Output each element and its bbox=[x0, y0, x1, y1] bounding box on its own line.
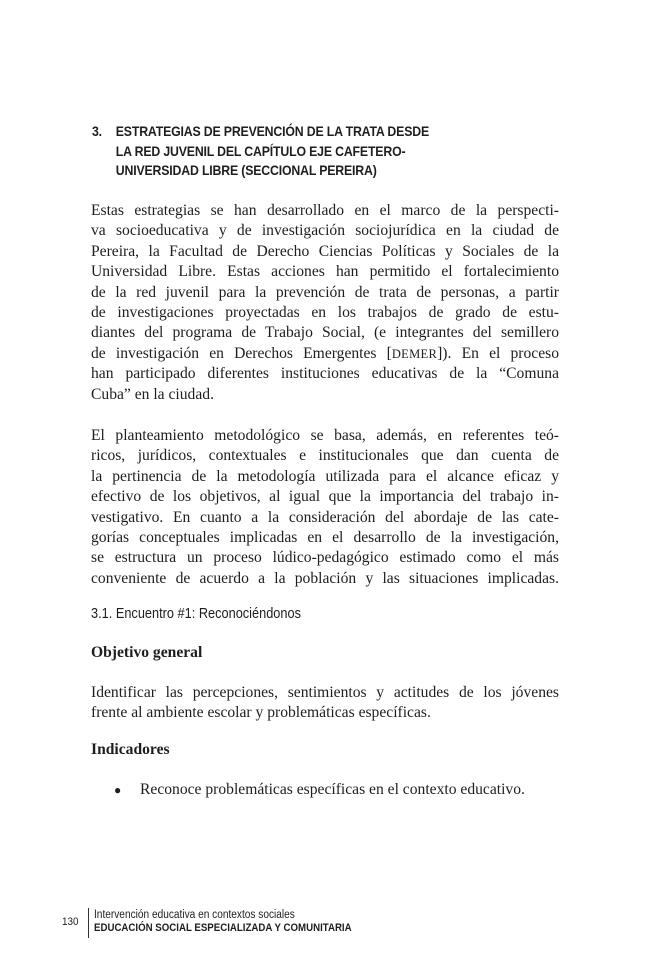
list-item bbox=[114, 780, 525, 800]
paragraph-methodology bbox=[91, 426, 559, 589]
text-line: efectivo de los objetivos, al igual que la importancia del trabajo in- bbox=[91, 488, 559, 506]
text-line: diantes del programa de Trabajo Social, (e integrantes del semillero bbox=[91, 324, 559, 342]
text-line: vestigativo. En cuanto a la consideración del abordaje de las cate- bbox=[91, 508, 559, 526]
text-line: de investigaciones proyectadas en los trabajos de grado de estu- bbox=[91, 304, 559, 322]
text-line: Identificar las percepciones, sentimientos y actitudes de los jóvenes bbox=[91, 684, 559, 701]
section-heading bbox=[92, 122, 550, 181]
text-line: Cuba” en la ciudad. bbox=[91, 385, 214, 403]
text-line bbox=[91, 344, 559, 364]
text-line: conveniente de acuerdo a la población y las situaciones implicadas. bbox=[91, 569, 559, 587]
text-line: Pereira, la Facultad de Derecho Ciencias Políticas y Sociales de la bbox=[91, 242, 559, 260]
footer-divider bbox=[88, 908, 89, 938]
text-line: Estas estrategias se han desarrollado en el marco de la perspecti- bbox=[91, 202, 559, 219]
text-fragment: de investigación en Derechos Emergentes [ bbox=[91, 344, 392, 362]
text-line: han participado diferentes instituciones educativas de la “Comuna bbox=[91, 365, 559, 383]
section-title-line-1: ESTRATEGIAS DE PREVENCIÓN DE LA TRATA DESDE bbox=[115, 123, 429, 139]
paragraph-strategies bbox=[91, 201, 559, 405]
text-line: la pertinencia de la metodología utilizada para el alcance eficaz y bbox=[91, 467, 559, 485]
book-title: Intervención educativa en contextos sociales bbox=[94, 909, 295, 921]
text-fragment: ]). En el proceso bbox=[437, 344, 559, 362]
series-title: EDUCACIÓN SOCIAL ESPECIALIZADA Y COMUNITARIA bbox=[94, 922, 352, 934]
indicator-text: Reconoce problemáticas específicas en el contexto educativo. bbox=[140, 781, 525, 798]
text-line: frente al ambiente escolar y problemáticas específicas. bbox=[91, 704, 431, 722]
objective-heading: Objetivo general bbox=[91, 644, 203, 661]
section-title-line-2: LA RED JUVENIL DEL CAPÍTULO EJE CAFETERO- bbox=[115, 142, 406, 159]
text-line: ricos, jurídicos, contextuales e institucionales que dan cuenta de bbox=[91, 447, 559, 465]
acronym-demer: DEMER bbox=[391, 346, 438, 361]
text-line: Universidad Libre. Estas acciones han permitido el fortalecimiento bbox=[91, 263, 559, 281]
text-line: gorías conceptuales implicadas en el desarrollo de la investigación, bbox=[91, 529, 559, 547]
page-number: 130 bbox=[62, 916, 79, 928]
text-line: se estructura un proceso lúdico-pedagógico estimado como el más bbox=[91, 549, 559, 567]
subsection-title: 3.1. Encuentro #1: Reconociéndonos bbox=[91, 606, 301, 622]
text-line: va socioeducativa y de investigación sociojurídica en la ciudad de bbox=[91, 222, 559, 240]
objective-text bbox=[91, 683, 559, 724]
text-line: de la red juvenil para la prevención de trata de personas, a partir bbox=[91, 283, 559, 301]
bullet-icon: ● bbox=[114, 783, 122, 797]
indicators-heading: Indicadores bbox=[91, 741, 170, 758]
section-title-line-3: UNIVERSIDAD LIBRE (SECCIONAL PEREIRA) bbox=[115, 162, 377, 178]
text-line: El planteamiento metodológico se basa, además, en referentes teó- bbox=[91, 427, 559, 444]
section-number: 3. bbox=[92, 123, 102, 139]
